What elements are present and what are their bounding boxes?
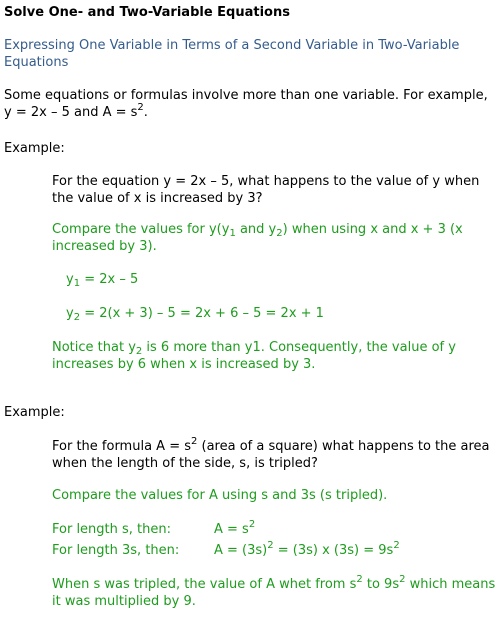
example-2-conclusion	[52, 576, 497, 610]
row2-eq-text-2: = (3s) x (3s) = 9s	[273, 543, 394, 558]
row2-eq-exp2: 2	[393, 540, 400, 551]
intro-paragraph	[4, 87, 494, 121]
example-1-equation-2	[66, 305, 324, 322]
eq2-var: y	[66, 306, 74, 321]
conclusion-text: When s was tripled, the value of A whet from s	[52, 577, 357, 592]
eq2-sub: 2	[73, 312, 81, 323]
conclusion-text-3: which means it was multiplied by 9.	[52, 577, 496, 609]
conclusion-text-2: to 9s	[362, 577, 400, 592]
row2-eq-text: A = (3s)	[214, 543, 268, 558]
example-1-question: For the equation y = 2x – 5, what happens to the value of y when the value of x is increased by 3?	[52, 174, 480, 206]
example-1-notice	[52, 339, 497, 373]
row1-eq-exp: 2	[248, 519, 256, 530]
q2-exp: 2	[191, 436, 198, 447]
notice-text: Notice that y	[52, 340, 136, 355]
example-2-row-2-label: For length 3s, then:	[52, 543, 180, 558]
intro-exponent: 2	[137, 102, 144, 113]
example-1-compare-sub1: 1	[229, 228, 236, 239]
conclusion-exp1: 2	[356, 574, 363, 585]
q2-text-2: (area of a square) what happens to the area when the length of the side, s, is tripled?	[52, 439, 490, 471]
q2-text: For the formula A = s	[52, 439, 191, 454]
section-subtitle: Expressing One Variable in Terms of a Second Variable in Two-Variable Equations	[4, 38, 460, 70]
eq2-rest: = 2(x + 3) – 5 = 2x + 6 – 5 = 2x + 1	[80, 306, 324, 321]
example-2-row-2-equation	[214, 542, 400, 559]
eq1-var: y	[66, 272, 74, 287]
row2-eq-exp1: 2	[267, 540, 274, 551]
example-1-compare	[52, 221, 497, 255]
example-1-label: Example:	[4, 141, 65, 156]
eq1-sub: 1	[73, 278, 81, 289]
row1-eq-text: A = s	[214, 522, 249, 537]
intro-text-end: .	[143, 105, 148, 120]
example-2-question	[52, 438, 497, 472]
example-1-equation-1	[66, 271, 138, 288]
example-1-compare-text-3: ) when using x and x + 3 (x increased by 3).	[52, 222, 463, 254]
conclusion-exp2: 2	[399, 574, 406, 585]
eq1-rest: = 2x – 5	[80, 272, 139, 287]
example-2-label: Example:	[4, 405, 65, 420]
notice-sub: 2	[135, 346, 143, 357]
example-2-compare: Compare the values for A using s and 3s (s tripled).	[52, 488, 388, 503]
example-1-compare-sub2: 2	[276, 228, 283, 239]
intro-text: Some equations or formulas involve more than one variable. For example, y = 2x – 5 and A = s	[4, 88, 488, 120]
page-title: Solve One- and Two-Variable Equations	[4, 5, 290, 20]
example-2-row-1-equation	[214, 521, 255, 538]
example-1-compare-text: Compare the values for y(y	[52, 222, 230, 237]
notice-text-2: is 6 more than y1. Consequently, the value of y increases by 6 when x is increased by 3.	[52, 340, 456, 372]
example-2-row-1-label: For length s, then:	[52, 522, 172, 537]
example-1-compare-text-2: and y	[235, 222, 277, 237]
